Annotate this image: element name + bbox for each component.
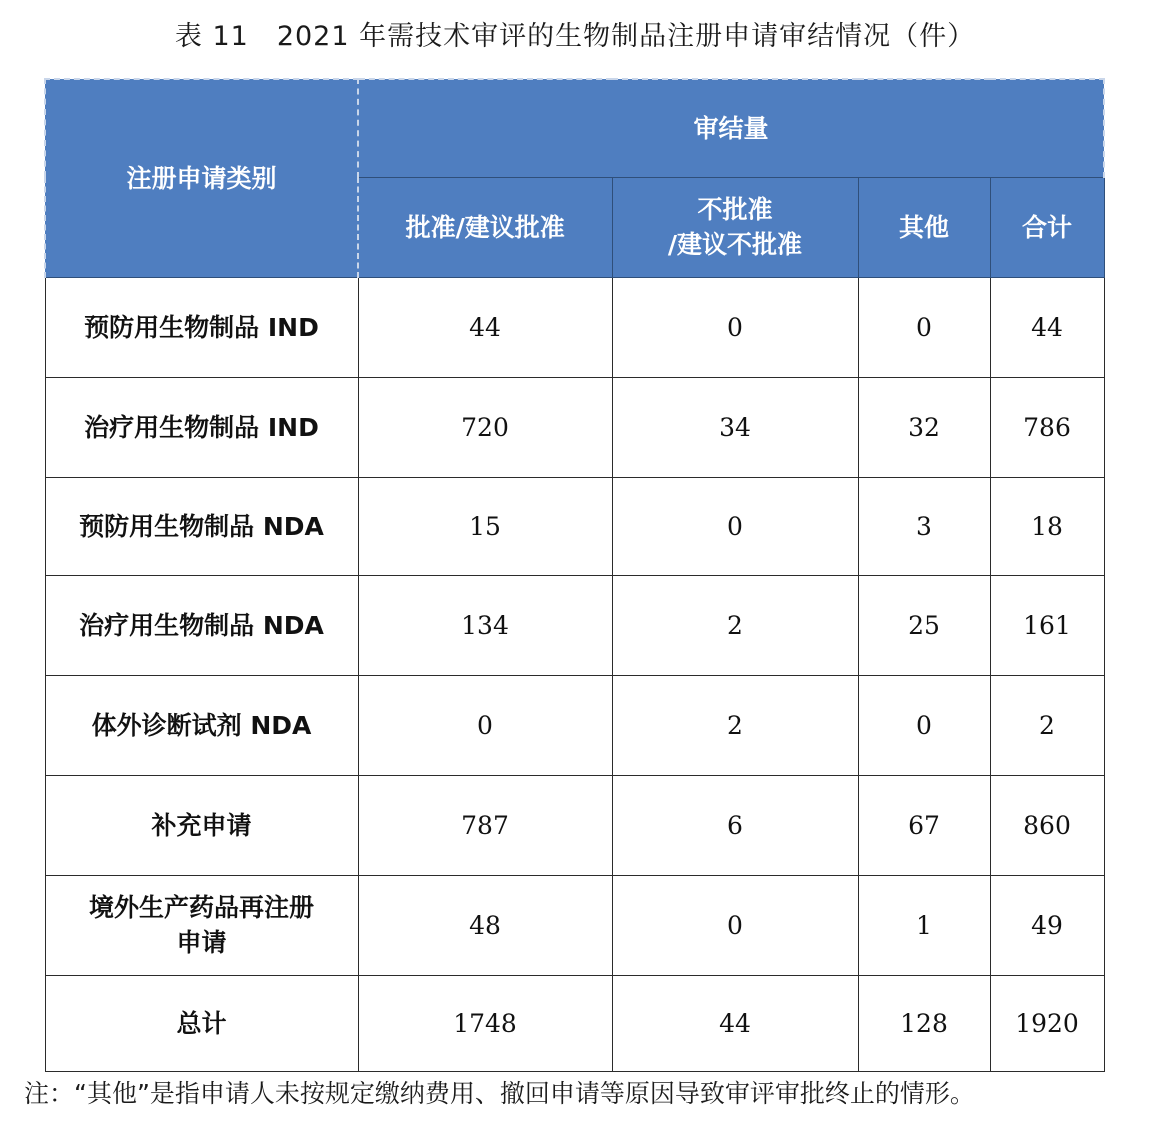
cell-col-approved: 787 [358,775,612,875]
row-label: 补充申请 [45,775,358,875]
row-label: 境外生产药品再注册 申请 [45,875,358,975]
cell-col-total: 786 [990,377,1104,477]
header-col-approved: 批准/建议批准 [358,177,612,277]
cell-col-total: 2 [990,675,1104,775]
header-category: 注册申请类别 [45,79,358,277]
header-col-not-approved: 不批准 /建议不批准 [612,177,858,277]
cell-col-total: 49 [990,875,1104,975]
row-label: 治疗用生物制品 IND [45,377,358,477]
cell-col-other: 128 [858,975,990,1071]
cell-col-total: 161 [990,575,1104,675]
cell-col-not-approved: 2 [612,575,858,675]
table-row [45,277,1104,377]
cell-col-other: 32 [858,377,990,477]
cell-col-approved: 134 [358,575,612,675]
table-caption [0,14,1150,53]
cell-col-approved: 1748 [358,975,612,1071]
cell-col-other: 0 [858,277,990,377]
header-group-concluded: 审结量 [358,79,1104,177]
cell-col-total: 18 [990,477,1104,575]
row-label: 治疗用生物制品 NDA [45,575,358,675]
cell-col-total: 1920 [990,975,1104,1071]
cell-col-other: 25 [858,575,990,675]
cell-col-not-approved: 44 [612,975,858,1071]
cell-col-not-approved: 0 [612,875,858,975]
header-col-other: 其他 [858,177,990,277]
table-row [45,377,1104,477]
row-label: 预防用生物制品 NDA [45,477,358,575]
row-label: 总计 [45,975,358,1071]
row-label: 体外诊断试剂 NDA [45,675,358,775]
table-footnote: 注：“其他”是指申请人未按规定缴纳费用、撤回申请等原因导致审评审批终止的情形。 [24,1079,975,1108]
cell-col-total: 44 [990,277,1104,377]
cell-col-other: 3 [858,477,990,575]
cell-col-other: 67 [858,775,990,875]
cell-col-approved: 0 [358,675,612,775]
table-row [45,875,1104,975]
cell-col-not-approved: 6 [612,775,858,875]
results-table [44,78,1105,1072]
cell-col-approved: 720 [358,377,612,477]
cell-col-not-approved: 34 [612,377,858,477]
cell-col-total: 860 [990,775,1104,875]
cell-col-not-approved: 0 [612,277,858,377]
row-label: 预防用生物制品 IND [45,277,358,377]
cell-col-approved: 48 [358,875,612,975]
table-row [45,975,1104,1071]
cell-col-not-approved: 0 [612,477,858,575]
table-row [45,675,1104,775]
cell-col-approved: 44 [358,277,612,377]
header-col-total: 合计 [990,177,1104,277]
table-row [45,775,1104,875]
table-row [45,477,1104,575]
cell-col-approved: 15 [358,477,612,575]
cell-col-other: 0 [858,675,990,775]
table-number: 表 11 [174,21,249,52]
cell-col-other: 1 [858,875,990,975]
table-title: 2021 年需技术审评的生物制品注册申请审结情况（件） [276,21,976,52]
table-row [45,575,1104,675]
cell-col-not-approved: 2 [612,675,858,775]
